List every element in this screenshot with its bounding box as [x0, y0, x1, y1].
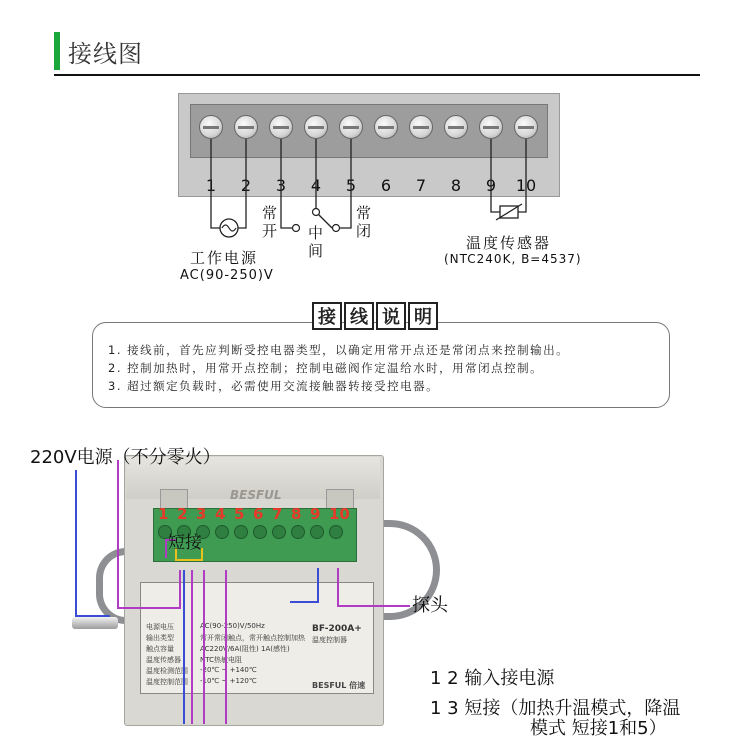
page-title: 接线图	[68, 40, 143, 68]
com-label-top: 中	[308, 224, 324, 242]
terminal-number-red: 4	[215, 505, 226, 523]
heading-char: 线	[344, 302, 374, 330]
probe-label: 探头	[412, 595, 448, 616]
device-brand: BESFUL	[230, 488, 282, 502]
note-line: 模式 短接1和5）	[530, 718, 667, 739]
wire-overlay	[0, 430, 750, 724]
com-label-bottom: 间	[308, 242, 324, 260]
sticker-value: AC(90-250)V/50Hz	[200, 622, 265, 630]
instruction-line: 1. 接线前，首先应判断受控电器类型，以确定用常开点还是常闭点来控制输出。	[108, 343, 570, 357]
instruction-line: 2. 控制加热时，用常开点控制；控制电磁阀作定温给水时，用常闭点控制。	[108, 361, 544, 375]
terminal-number: 8	[450, 176, 462, 195]
sticker-key: 温度检测范围	[146, 667, 188, 675]
model-sub: 温度控制器	[312, 636, 347, 644]
instruction-line: 3. 超过额定负载时，必需使用交流接触器转接受控电器。	[108, 379, 440, 393]
no-label-bottom: 开	[262, 222, 278, 240]
note-line: 1 3 短接（加热升温模式，降温	[430, 698, 681, 719]
sticker-value: -10℃ ~ +120℃	[200, 677, 257, 685]
terminal-number-red: 7	[272, 505, 283, 523]
terminal-number: 10	[515, 176, 537, 195]
note-line: 1 2 输入接电源	[430, 668, 555, 689]
sticker-key: 温度传感器	[146, 656, 181, 664]
terminal-number: 3	[275, 176, 287, 195]
model-name: BF-200A+	[312, 624, 362, 634]
power-label: 工作电源	[190, 249, 259, 267]
wiring-lines	[0, 0, 750, 300]
terminal-number-red: 5	[234, 505, 245, 523]
sticker-value: NTC热敏电阻	[200, 656, 242, 664]
sticker-value: AC220V/6A(阻性) 1A(感性)	[200, 645, 290, 653]
sensor-spec: (NTC240K, B=4537)	[444, 252, 582, 266]
brand-bottom: BESFUL 倍速	[312, 681, 366, 690]
terminal-number: 2	[240, 176, 252, 195]
terminal-number: 5	[345, 176, 357, 195]
no-contact-icon	[293, 225, 300, 232]
ac-source-icon	[220, 219, 238, 237]
instructions-heading	[312, 302, 438, 330]
heading-char: 说	[376, 302, 406, 330]
terminal-number: 4	[310, 176, 322, 195]
power-spec: AC(90-250)V	[180, 268, 274, 283]
sticker-value: 常开常闭触点，常开触点控制加热	[200, 634, 305, 642]
terminal-number-red: 3	[196, 505, 207, 523]
terminal-number-red: 1	[158, 505, 169, 523]
nc-label-top: 常	[356, 204, 372, 222]
terminal-number: 6	[380, 176, 392, 195]
common-contact-icon	[313, 209, 320, 216]
sticker-key: 电源电压	[146, 623, 174, 631]
terminal-number-red: 6	[253, 505, 264, 523]
heading-char: 接	[312, 302, 342, 330]
terminal-number-red: 8	[291, 505, 302, 523]
no-label-top: 常	[262, 204, 278, 222]
terminal-number-red: 9	[310, 505, 321, 523]
nc-label-bottom: 闭	[356, 222, 372, 240]
terminal-number: 9	[485, 176, 497, 195]
sticker-key: 触点容量	[146, 645, 174, 653]
terminal-number: 1	[205, 176, 217, 195]
sticker-key: 输出类型	[146, 634, 174, 642]
sensor-label: 温度传感器	[466, 234, 552, 252]
nc-contact-icon	[333, 225, 340, 232]
power-input-label: 220V电源（不分零火）	[30, 447, 221, 468]
sticker-key: 温度控制范围	[146, 678, 188, 686]
terminal-number-red: 2	[177, 505, 188, 523]
short-label: 短接	[168, 533, 202, 553]
heading-char: 明	[408, 302, 438, 330]
terminal-number-red: 10	[329, 505, 350, 523]
sticker-value: -20℃ ~ +140℃	[200, 666, 257, 674]
terminal-number: 7	[415, 176, 427, 195]
